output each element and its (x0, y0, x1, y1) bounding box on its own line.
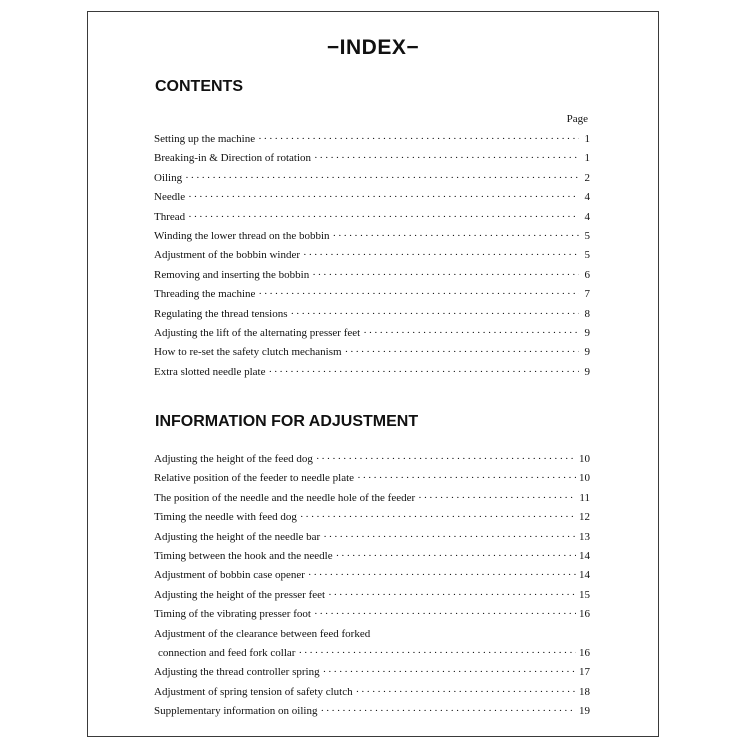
toc-entry-page: 14 (579, 569, 590, 582)
toc-entry-label: Winding the lower thread on the bobbin (154, 229, 330, 242)
toc-entry-page: 5 (584, 249, 590, 262)
toc-entry-label: Thread (154, 210, 186, 223)
contents-heading: CONTENTS (155, 78, 243, 95)
toc-entry (154, 663, 590, 682)
toc-entry-page: 5 (584, 229, 590, 242)
toc-entry-label: Relative position of the feeder to needle plate (154, 472, 355, 485)
dot-leader (314, 605, 576, 624)
toc-entry-page: 16 (579, 646, 590, 659)
dot-leader (258, 130, 579, 149)
toc-entry (154, 683, 590, 702)
toc-entry-label: connection and feed fork collar (158, 646, 296, 659)
page-column-label: Page (566, 113, 588, 125)
toc-entry-label: Needle (154, 191, 186, 204)
toc-entry-label: How to re-set the safety clutch mechanism (154, 346, 342, 359)
toc-entry-page: 1 (584, 133, 590, 145)
toc-entry-page: 19 (579, 705, 590, 718)
toc-entry-page: 11 (579, 491, 590, 504)
toc-entry-label: Extra slotted needle plate (154, 365, 266, 378)
toc-entry-label: Adjusting the lift of the alternating presser feet (154, 326, 361, 339)
toc-entry-page: 2 (584, 171, 590, 184)
dot-leader (188, 208, 579, 227)
toc-entry (154, 363, 590, 382)
toc-entry (154, 605, 590, 624)
toc-entry (154, 227, 590, 246)
adjustment-heading: INFORMATION FOR ADJUSTMENT (155, 413, 419, 430)
toc-entry-page: 13 (579, 530, 590, 543)
adjustment-list (154, 450, 590, 721)
toc-entry (154, 246, 590, 265)
toc-entry-page: 15 (579, 588, 590, 601)
toc-entry-label: Timing the needle with feed dog (154, 511, 297, 524)
toc-entry-page: 4 (584, 210, 590, 223)
dot-leader (363, 324, 579, 343)
toc-entry (154, 188, 590, 207)
toc-entry-label: Adjusting the thread controller spring (154, 666, 320, 679)
toc-entry-page: 6 (584, 268, 590, 281)
toc-entry-page: 18 (579, 685, 590, 698)
toc-entry-page: 9 (584, 346, 590, 359)
index-title: −INDEX− (326, 36, 420, 59)
toc-entry-page: 10 (579, 472, 590, 485)
toc-entry (154, 508, 590, 527)
dot-leader (323, 528, 576, 547)
toc-entry (154, 266, 590, 285)
toc-entry-label: Breaking-in & Direction of rotation (154, 152, 312, 165)
toc-entry-label: Supplementary information on oiling (154, 705, 318, 718)
toc-entry-label: Adjustment of the bobbin winder (154, 249, 301, 262)
toc-entry-page: 14 (579, 549, 590, 562)
toc-entry-label: Adjusting the height of the feed dog (154, 453, 313, 465)
toc-entry-label: Adjustment of bobbin case opener (154, 569, 305, 582)
toc-entry (154, 547, 590, 566)
toc-entry-label: Adjusting the height of the needle bar (154, 530, 321, 543)
dot-leader (258, 285, 579, 304)
toc-entry-label: Adjustment of spring tension of safety clutch (154, 685, 353, 698)
toc-entry-label: Oiling (154, 171, 183, 184)
toc-entry-page: 16 (579, 608, 590, 621)
toc-entry (154, 566, 590, 585)
dot-leader (314, 149, 579, 168)
dot-leader (336, 547, 576, 566)
toc-entry-page: 12 (579, 511, 590, 524)
toc-entry-page: 10 (579, 453, 590, 465)
dot-leader (333, 227, 579, 246)
dot-leader (316, 450, 576, 469)
toc-entry (154, 324, 590, 343)
toc-entry (154, 305, 590, 324)
dot-leader (356, 683, 576, 702)
toc-entry (154, 149, 590, 168)
toc-entry (154, 450, 590, 469)
dot-leader (300, 508, 576, 527)
toc-entry-page: 17 (579, 666, 590, 679)
toc-entry (154, 625, 590, 644)
toc-entry-page: 8 (584, 307, 590, 320)
toc-entry-label: Regulating the thread tensions (154, 307, 288, 320)
toc-entry (154, 528, 590, 547)
toc-entry-page: 9 (584, 365, 590, 378)
toc-entry-label: Setting up the machine (154, 133, 256, 145)
dot-leader (328, 586, 576, 605)
dot-leader (345, 343, 579, 362)
toc-entry-page: 1 (584, 152, 590, 165)
toc-entry (154, 489, 590, 508)
dot-leader (291, 305, 580, 324)
toc-entry-label: Adjustment of the clearance between feed forked (154, 627, 371, 640)
index-page (87, 11, 659, 737)
toc-entry-label: Adjusting the height of the presser feet (154, 588, 326, 601)
toc-entry (154, 702, 590, 721)
toc-entry-page: 4 (584, 191, 590, 204)
dot-leader (320, 702, 576, 721)
toc-entry (154, 285, 590, 304)
toc-entry-page: 7 (584, 288, 590, 301)
dot-leader (185, 169, 579, 188)
toc-entry (154, 586, 590, 605)
contents-list (154, 130, 590, 382)
toc-entry-label: Timing of the vibrating presser foot (154, 608, 311, 621)
toc-entry-label: Removing and inserting the bobbin (154, 268, 310, 281)
dot-leader (188, 188, 579, 207)
dot-leader (323, 663, 576, 682)
toc-entry (154, 130, 590, 149)
toc-entry-label: Timing between the hook and the needle (154, 549, 333, 562)
toc-entry (154, 208, 590, 227)
toc-entry-page: 9 (584, 326, 590, 339)
toc-entry-label: The position of the needle and the needle hole of the feeder (154, 491, 416, 504)
toc-entry (154, 169, 590, 188)
toc-entry (154, 343, 590, 362)
dot-leader (357, 469, 576, 488)
toc-entry (154, 469, 590, 488)
dot-leader (268, 363, 579, 382)
toc-entry-label: Threading the machine (154, 288, 256, 301)
dot-leader (312, 266, 579, 285)
toc-entry (154, 644, 590, 663)
dot-leader (308, 566, 576, 585)
dot-leader (303, 246, 579, 265)
dot-leader (418, 489, 576, 508)
dot-leader (298, 644, 576, 663)
